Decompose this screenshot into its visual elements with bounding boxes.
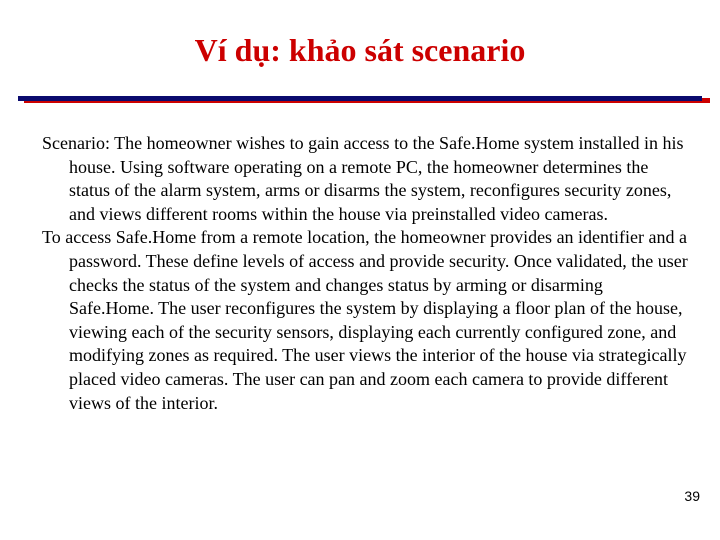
slide-title: Ví dụ: khảo sát scenario xyxy=(194,32,526,68)
access-paragraph: To access Safe.Home from a remote location, the homeowner provides an identifier and a password. These define levels of access and provide security. Once validated, the user checks the status of the system and changes status by arming or disarming Safe.Home. The user reconfigures the system by displaying a floor plan of the house, viewing each of the security sensors, displaying each currently configured zone, and modifying zones as required. The user views the interior of the house via strategically placed video cameras. The user can pan and zoom each camera to provide different views of the interior. xyxy=(42,227,688,413)
title-divider-dark xyxy=(18,96,702,101)
page-number: 39 xyxy=(684,488,700,504)
slide-body xyxy=(42,132,692,415)
scenario-paragraph: Scenario: The homeowner wishes to gain access to the Safe.Home system installed in his house. Using software operating on a remote PC, the homeowner determines the status of the alarm system, arms or disarms the system, reconfigures security zones, and views different rooms within the house via preinstalled video cameras. xyxy=(42,133,684,224)
